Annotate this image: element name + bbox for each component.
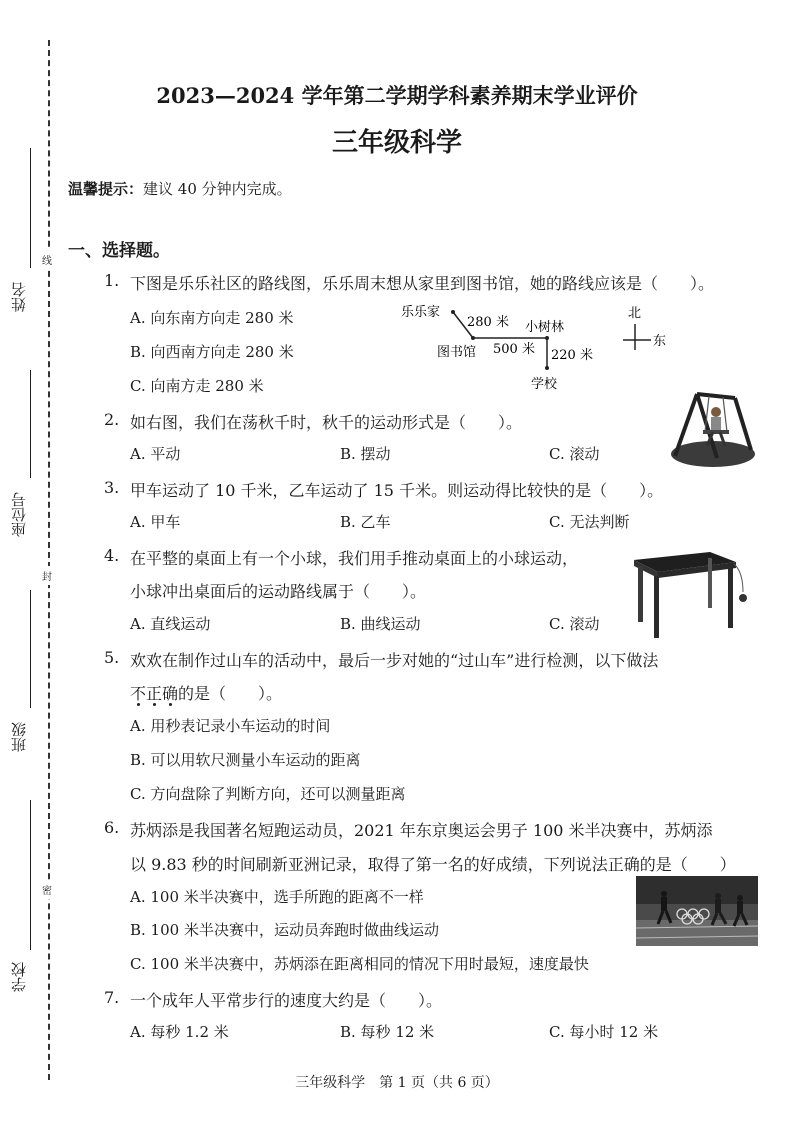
seat-label: 座位号 xyxy=(10,492,28,537)
option-a[interactable]: A. 每秒 1.2 米 xyxy=(130,1023,229,1041)
option-c[interactable]: C. 方向盘除了判断方向，还可以测量距离 xyxy=(130,785,406,803)
option-a[interactable]: A. 100 米半决赛中，选手所跑的距离不一样 xyxy=(130,888,424,906)
child-head xyxy=(711,407,721,417)
question-text-line-2: 小球冲出桌面后的运动路线属于（ ）。 xyxy=(130,582,427,601)
sprint-race-photo xyxy=(636,876,758,946)
option-b[interactable]: B. 摆动 xyxy=(340,445,391,463)
question-text: 一个成年人平常步行的速度大约是（ ）。 xyxy=(130,991,443,1010)
section-heading: 一、选择题。 xyxy=(68,241,170,261)
school-field-line[interactable] xyxy=(30,800,31,950)
option-b[interactable]: B. 每秒 12 米 xyxy=(340,1023,435,1041)
swing-illustration xyxy=(665,388,757,472)
option-c[interactable]: C. 100 米半决赛中，苏炳添在距离相同的情况下用时最短，速度最快 xyxy=(130,955,589,973)
option-b[interactable]: B. 乙车 xyxy=(340,513,391,531)
school-point xyxy=(545,366,549,370)
class-label: 班级 xyxy=(10,722,28,752)
swing-rope-right xyxy=(723,397,727,432)
question-text: 甲车运动了 10 千米，乙车运动了 15 千米。则运动得比较快的是（ ）。 xyxy=(130,481,664,500)
question-text-line-1: 苏炳添是我国著名短跑运动员，2021 年东京奥运会男子 100 米半决赛中，苏炳添 xyxy=(130,821,713,840)
home-point xyxy=(451,310,455,314)
question-text-line-1: 在平整的桌面上有一个小球，我们用手推动桌面上的小球运动， xyxy=(130,549,579,568)
option-a[interactable]: A. 平动 xyxy=(130,445,181,463)
option-a[interactable]: A. 向东南方向走 280 米 xyxy=(130,309,294,327)
swing-seat xyxy=(703,430,729,434)
distance-label-1: 280 米 xyxy=(467,315,509,330)
name-field-line[interactable] xyxy=(30,148,31,268)
exam-title: 2023—2024 学年第二学期学科素养期末学业评价 xyxy=(156,83,638,108)
question-number: 6. xyxy=(104,818,120,837)
option-a[interactable]: A. 甲车 xyxy=(130,513,181,531)
question-text-line-2: 不正确的是（ ）。 xyxy=(130,684,283,703)
ball xyxy=(739,594,747,602)
option-c[interactable]: C. 每小时 12 米 xyxy=(549,1023,659,1041)
table-leg-4 xyxy=(708,558,712,608)
seal-char-line: 线 xyxy=(42,250,52,269)
child-body xyxy=(711,417,721,430)
option-b[interactable]: B. 可以用软尺测量小车运动的距离 xyxy=(130,751,361,769)
question-number: 5. xyxy=(104,648,120,667)
option-b[interactable]: B. 曲线运动 xyxy=(340,615,421,633)
table-ball-illustration xyxy=(630,550,750,642)
option-c[interactable]: C. 滚动 xyxy=(549,445,600,463)
question-number: 2. xyxy=(104,410,120,429)
question-text: 如右图，我们在荡秋千时，秋千的运动形式是（ ）。 xyxy=(130,413,523,432)
grove-point xyxy=(545,336,549,340)
north-label: 北 xyxy=(628,306,642,321)
table-leg-3 xyxy=(728,566,733,628)
question-number: 1. xyxy=(104,271,120,290)
question-number: 7. xyxy=(104,988,120,1007)
emphasis-dot xyxy=(153,703,156,706)
route-map-figure xyxy=(395,298,685,398)
school-label: 学校 xyxy=(10,962,28,992)
swing-frame-right xyxy=(735,398,751,450)
tip xyxy=(68,178,292,199)
tip-text: 建议 40 分钟内完成。 xyxy=(143,180,292,198)
option-a[interactable]: A. 直线运动 xyxy=(130,615,211,633)
swing-top-bar xyxy=(697,394,735,398)
emphasis-dot xyxy=(169,703,172,706)
option-b[interactable]: B. 向西南方向走 280 米 xyxy=(130,343,294,361)
option-c[interactable]: C. 滚动 xyxy=(549,615,600,633)
class-field-line[interactable] xyxy=(30,590,31,708)
option-a[interactable]: A. 用秒表记录小车运动的时间 xyxy=(130,717,331,735)
question-text-line-2: 以 9.83 秒的时间刷新亚洲记录，取得了第一名的好成绩，下列说法正确的是（ ） xyxy=(130,855,736,874)
page-footer: 三年级科学 第 1 页（共 6 页） xyxy=(295,1075,499,1091)
tip-label: 温馨提示： xyxy=(68,180,144,198)
seat-field-line[interactable] xyxy=(30,370,31,478)
ball-path xyxy=(734,564,743,592)
table-leg-1 xyxy=(638,566,643,622)
distance-label-2: 500 米 xyxy=(493,342,535,357)
exam-subtitle: 三年级科学 xyxy=(331,128,462,158)
question-text: 下图是乐乐社区的路线图，乐乐周末想从家里到图书馆，她的路线应该是（ ）。 xyxy=(130,274,715,293)
seal-char-seal: 封 xyxy=(42,566,52,585)
library-point xyxy=(471,336,475,340)
east-label: 东 xyxy=(653,334,667,349)
option-c[interactable]: C. 无法判断 xyxy=(549,513,630,531)
question-number: 3. xyxy=(104,478,120,497)
emphasis-dot xyxy=(137,703,140,706)
question-number: 4. xyxy=(104,546,120,565)
seal-char-dense: 密 xyxy=(42,880,52,899)
option-b[interactable]: B. 100 米半决赛中，运动员奔跑时做曲线运动 xyxy=(130,921,439,939)
table-leg-2 xyxy=(654,576,659,638)
distance-label-3: 220 米 xyxy=(551,348,593,363)
library-label: 图书馆 xyxy=(437,345,477,360)
question-text-line-1: 欢欢在制作过山车的活动中，最后一步对她的“过山车”进行检测，以下做法 xyxy=(130,651,659,670)
compass-icon xyxy=(623,306,666,350)
cut-line xyxy=(48,40,50,1080)
name-label: 姓名 xyxy=(10,282,28,312)
home-label: 乐乐家 xyxy=(401,305,441,320)
school-label: 学校 xyxy=(531,377,558,392)
grove-label: 小树林 xyxy=(525,320,565,335)
option-c[interactable]: C. 向南方走 280 米 xyxy=(130,377,264,395)
